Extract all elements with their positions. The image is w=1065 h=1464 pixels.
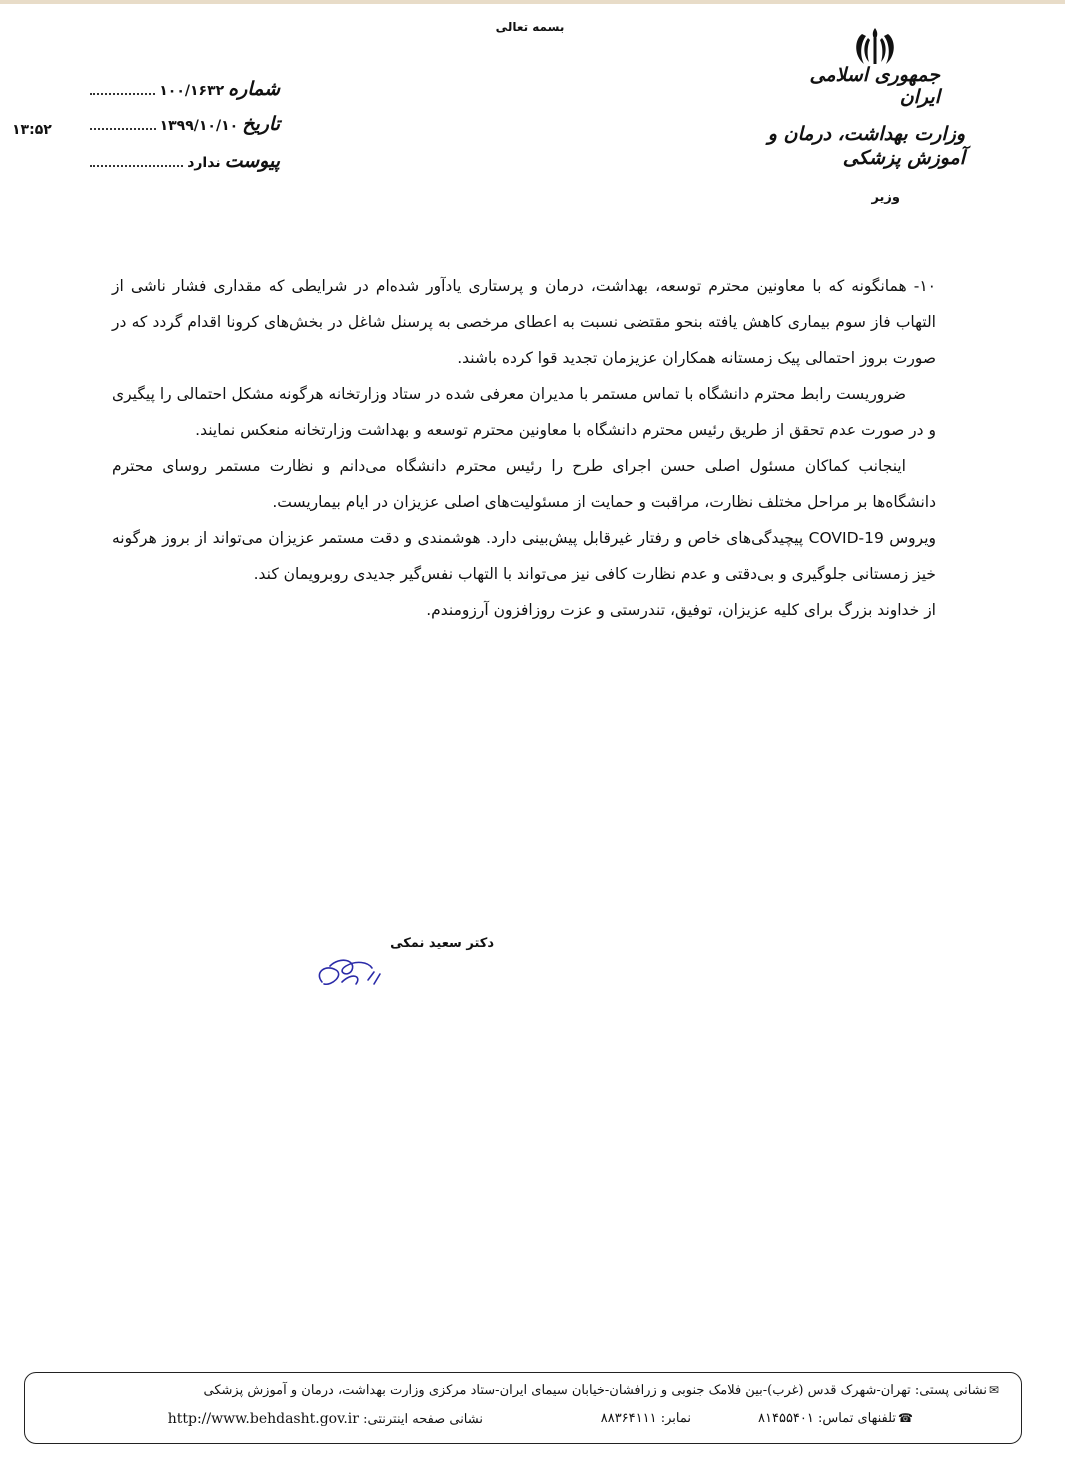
handwritten-signature bbox=[312, 942, 392, 998]
letter-time: ۱۳:۵۲ bbox=[12, 122, 52, 138]
letter-date bbox=[90, 113, 280, 139]
bismillah: بسمه تعالی bbox=[495, 20, 565, 34]
signer-name: دکتر سعید نمکی bbox=[390, 936, 494, 951]
letter-attachment bbox=[90, 150, 280, 176]
letter-body bbox=[112, 268, 936, 628]
top-edge bbox=[0, 0, 1065, 4]
number-value: ۱۰۰/۱۶۳۲ bbox=[159, 83, 225, 99]
date-label: تاریخ bbox=[242, 113, 280, 135]
dotted-line bbox=[90, 165, 183, 167]
minister-title: وزیر bbox=[871, 190, 900, 205]
republic-title: جمهوری اسلامی ایران bbox=[809, 64, 940, 108]
footer-address: ✉نشانی پستی: تهران-شهرک قدس (غرب)-بین فلامک جنوبی و زرافشان-خیابان سیمای ایران-ستاد مرکزی وزارت بهداشت، درمان و آموزش پزشکی bbox=[203, 1383, 999, 1398]
dotted-line bbox=[90, 93, 155, 95]
ministry-title: وزارت بهداشت، درمان و آموزش پزشکی bbox=[767, 123, 965, 169]
date-value: ۱۳۹۹/۱۰/۱۰ bbox=[159, 118, 239, 134]
phone-icon: ☎ bbox=[898, 1411, 913, 1425]
paragraph-closing: از خداوند بزرگ برای کلیه عزیزان، توفیق، تندرستی و عزت روزافزون آرزومندم. bbox=[426, 601, 936, 619]
footer-phone: ☎تلفنهای تماس: ۸۱۴۵۵۴۰۱ bbox=[758, 1411, 913, 1426]
paragraph-liaison: ضروریست رابط محترم دانشگاه با تماس مستمر با مدیران معرفی شده در ستاد وزارتخانه هرگونه مشکل احتمالی را پیگیری و در صورت عدم تحقق از طریق رئیس محترم دانشگاه با معاونین محترم توسعه و بهداشت وزارتخانه منعکس نمایند. bbox=[112, 385, 936, 439]
footer-website bbox=[168, 1411, 483, 1427]
paragraph-responsibility: اینجانب کماکان مسئول اصلی حسن اجرای طرح را رئیس محترم دانشگاه می‌دانم و نظارت مستمر روسای محترم دانشگاه‌ها بر مراحل مختلف نظارت، مراقبت و حمایت از مسئولیت‌های اصلی عزیزان در ایام بیماریست. bbox=[112, 457, 936, 511]
iran-emblem-icon bbox=[848, 26, 902, 68]
attachment-label: پیوست bbox=[224, 150, 280, 172]
paragraph-10: ۱۰- همانگونه که با معاونین محترم توسعه، بهداشت، درمان و پرستاری یادآور شده‌ام در شرایطی که مقداری فشار ناشی از التهاب فاز سوم بیماری کاهش یافته بنحو مقتضی نسبت به اعطای مرخصی به پرسنل شاغل در بخش‌های کرونا اقدام گردد که در صورت بروز احتمالی پیک زمستانه همکاران عزیزمان تجدید قوا کرده باشند. bbox=[112, 277, 936, 367]
footer-fax: نمابر: ۸۸۳۶۴۱۱۱ bbox=[600, 1411, 691, 1426]
footer bbox=[24, 1372, 1022, 1444]
paragraph-covid: ویروس COVID-19 پیچیدگی‌های خاص و رفتار غیرقابل پیش‌بینی دارد. هوشمندی و دقت مستمر عزیزان می‌تواند از بروز هرگونه خیز زمستانی جلوگیری و بی‌دقتی و عدم نظارت کافی نیز می‌تواند با التهاب نفس‌گیر جدیدی روبرویمان کند. bbox=[112, 529, 937, 583]
website-label: نشانی صفحه اینترنتی: bbox=[363, 1412, 483, 1427]
number-label: شماره bbox=[228, 78, 280, 100]
letter-number bbox=[90, 78, 280, 104]
website-link[interactable]: http://www.behdasht.gov.ir bbox=[167, 1411, 359, 1427]
attachment-value: ندارد bbox=[187, 155, 221, 171]
dotted-line bbox=[90, 128, 156, 130]
mail-icon: ✉ bbox=[988, 1383, 999, 1397]
